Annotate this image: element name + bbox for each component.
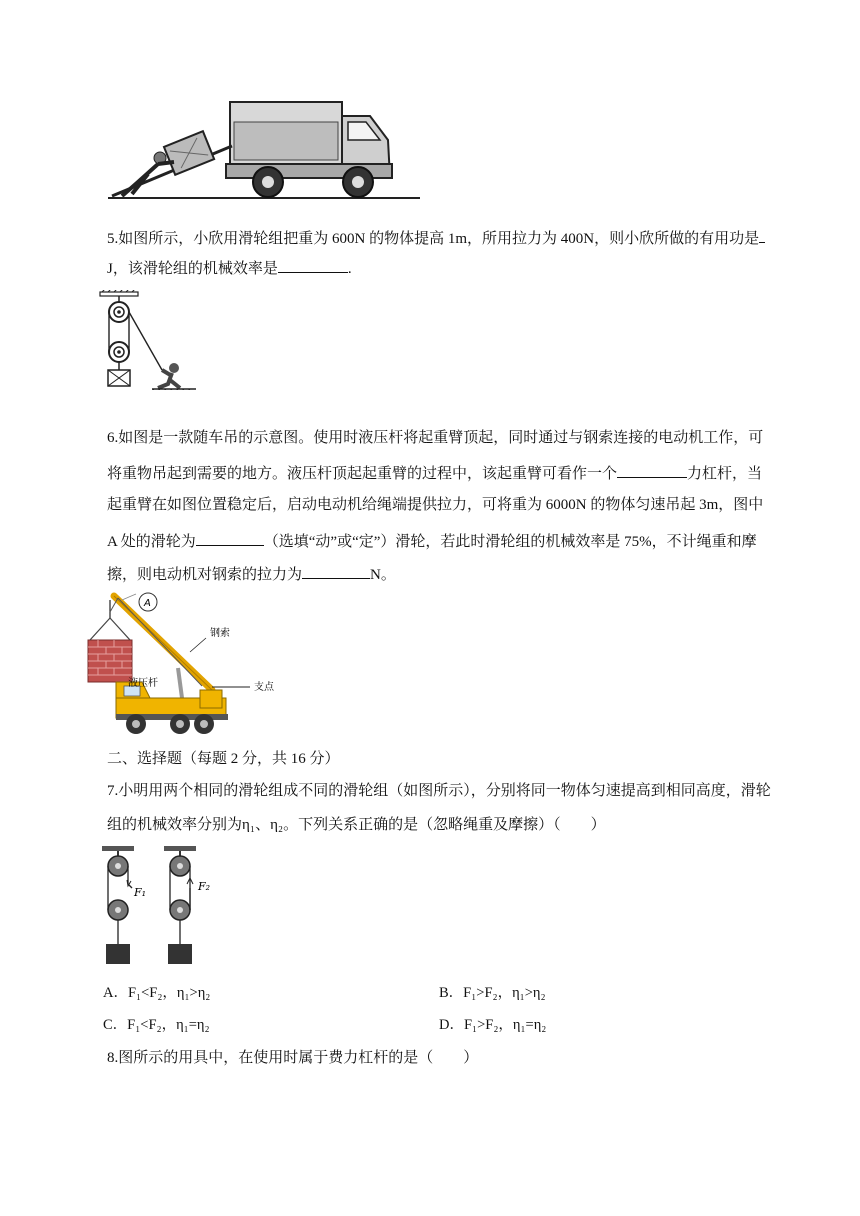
label-hydraulic: 液压杆 <box>128 678 158 689</box>
q6-text-5b: N。 <box>370 567 396 583</box>
q7-option-d-text: D．F₁>F₂，η₁=η₂ <box>439 1017 547 1033</box>
q5-period: . <box>347 261 352 277</box>
q5-line1 <box>107 226 765 249</box>
truck-ramp-figure <box>108 96 428 204</box>
q6-line5 <box>107 562 396 585</box>
q6-text-3: 起重臂在如图位置稳定后，启动电动机给绳端提供拉力，可将重为 6000N 的物体匀速吊起 3m，图中 <box>107 497 764 513</box>
q7-option-c[interactable] <box>103 1015 210 1035</box>
q5-text-2: J，该滑轮组的机械效率是 <box>107 261 278 277</box>
q5-blank-efficiency[interactable] <box>278 256 348 273</box>
section-2-heading <box>107 749 340 769</box>
q8-line1 <box>107 1048 478 1068</box>
q7-option-c-text: C．F₁<F₂，η₁=η₂ <box>103 1017 210 1033</box>
q6-text-4b: （选填“动”或“定”）滑轮，若此时滑轮组的机械效率是 75%，不计绳重和摩 <box>263 534 757 550</box>
q8-text-1: 8.图所示的用具中，在使用时属于费力杠杆的是（ ） <box>107 1050 479 1066</box>
q7-option-b-text: B．F₁>F₂，η₁>η₂ <box>439 985 546 1001</box>
label-pulley-a: A <box>144 598 151 609</box>
two-pulley-groups-figure <box>100 844 220 968</box>
label-cable: 钢索 <box>210 628 230 639</box>
q5-blank-useful-work[interactable] <box>759 226 765 243</box>
q6-text-1: 6.如图是一款随车吊的示意图。使用时液压杆将起重臂顶起，同时通过与钢索连接的电动机工作，可 <box>107 430 764 446</box>
q7-option-b[interactable] <box>439 983 546 1003</box>
q5-text: 5.如图所示，小欣用滑轮组把重为 600N 的物体提高 1m，所用拉力为 400N，则小欣所做的有用功是 <box>107 231 760 247</box>
q7-option-d[interactable] <box>439 1015 546 1035</box>
q6-blank-tension[interactable] <box>302 562 370 579</box>
q6-text-2: 将重物吊起到需要的地方。液压杆顶起起重臂的过程中，该起重臂可看作一个 <box>107 466 618 482</box>
q5-line2 <box>107 256 352 279</box>
q7-line1 <box>107 781 771 801</box>
label-pivot: 支点 <box>254 682 274 693</box>
label-f1: F₁ <box>134 886 147 899</box>
q6-line2 <box>107 461 762 484</box>
q7-option-a-text: A．F₁<F₂，η₁>η₂ <box>103 985 211 1001</box>
q6-line3 <box>107 495 763 515</box>
q6-line1 <box>107 428 763 448</box>
q6-line4 <box>107 529 757 552</box>
q7-option-a[interactable] <box>103 983 210 1003</box>
q7-text-1: 7.小明用两个相同的滑轮组成不同的滑轮组（如图所示），分别将同一物体匀速提高到相同高度，滑轮 <box>107 783 771 799</box>
q6-blank-lever-type[interactable] <box>617 461 687 478</box>
q7-line2 <box>107 815 606 835</box>
pulley-person-figure <box>92 290 202 390</box>
q6-blank-pulley-type[interactable] <box>196 529 264 546</box>
q6-text-4a: A 处的滑轮为 <box>107 534 196 550</box>
q6-text-5a: 擦，则电动机对钢索的拉力为 <box>107 567 303 583</box>
q6-text-2b: 力杠杆，当 <box>687 466 763 482</box>
section-2-heading-text: 二、选择题（每题 2 分，共 16 分） <box>107 751 340 767</box>
truck-crane-figure <box>80 590 285 745</box>
label-f2: F₂ <box>198 880 211 893</box>
q7-text-2: 组的机械效率分别为η₁、η₂。下列关系正确的是（忽略绳重及摩擦）（ ） <box>107 817 606 833</box>
